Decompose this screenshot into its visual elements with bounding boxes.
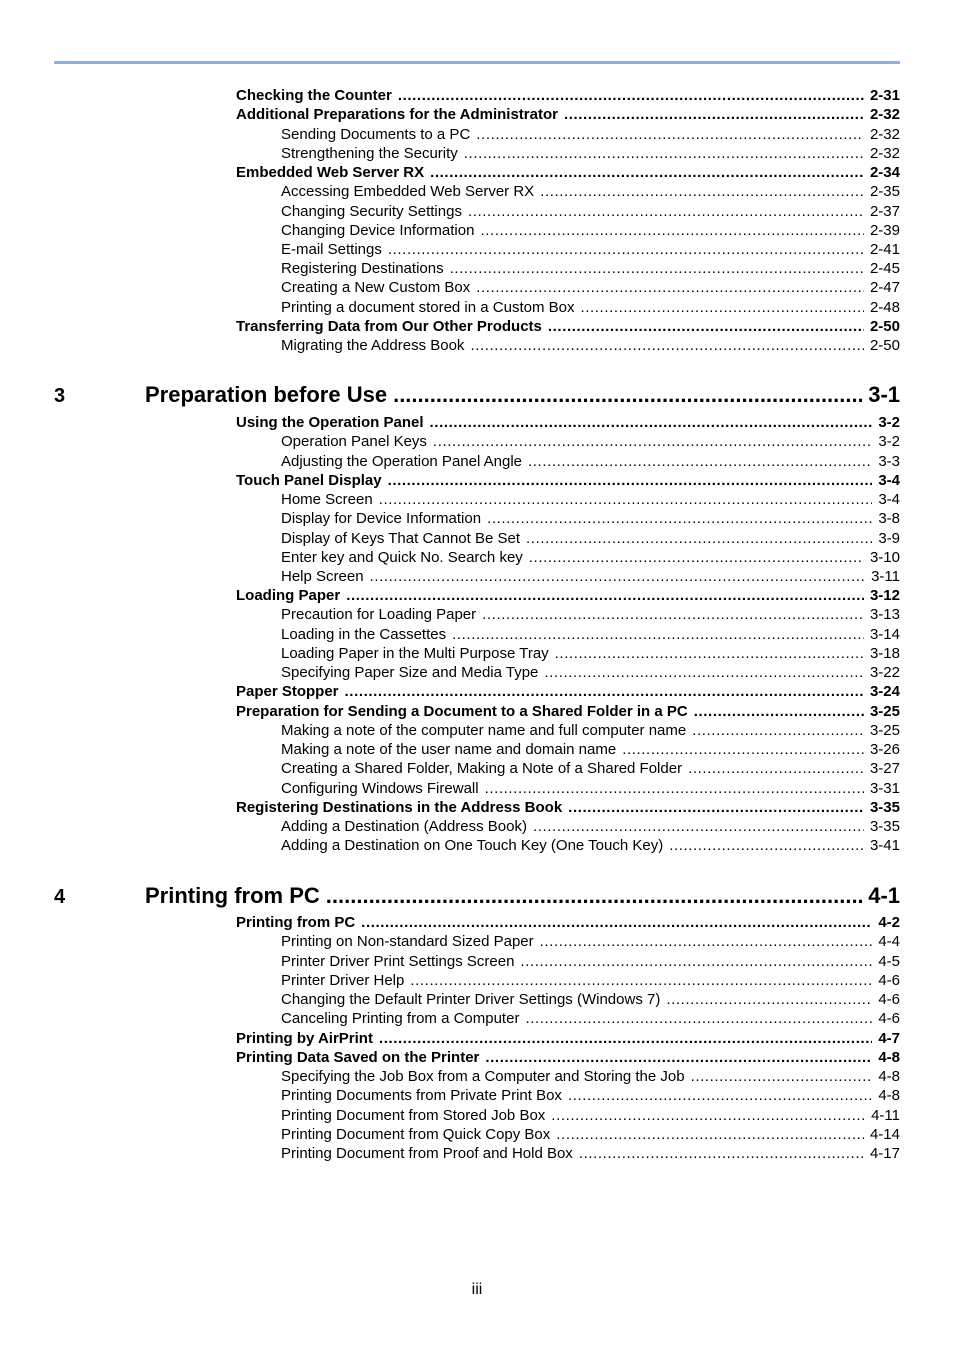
- entry-title: Using the Operation Panel: [236, 414, 424, 431]
- entry-title: Precaution for Loading Paper: [281, 606, 477, 623]
- leader-dots: [482, 605, 864, 624]
- toc-subsection-entry[interactable]: [281, 490, 900, 509]
- toc-subsection-entry[interactable]: [281, 625, 900, 644]
- leader-dots: [464, 144, 864, 163]
- chapter-title: Printing from PC: [145, 883, 320, 908]
- toc-subsection-entry[interactable]: [281, 740, 900, 759]
- entry-page: 3-3: [878, 453, 900, 470]
- entry-title: Strengthening the Security: [281, 145, 458, 162]
- leader-dots: [379, 1029, 872, 1048]
- entry-page: 2-32: [869, 126, 900, 143]
- entry-page: 3-8: [878, 510, 900, 527]
- leader-dots: [540, 932, 873, 951]
- entry-page: 3-2: [878, 414, 900, 431]
- toc-subsection-entry[interactable]: [281, 259, 900, 278]
- entry-page: 3-25: [869, 703, 900, 720]
- entry-title: Loading in the Cassettes: [281, 626, 447, 643]
- chapter-page: 4-1: [868, 883, 900, 908]
- toc-subsection-entry[interactable]: [281, 1144, 900, 1163]
- entry-title: Printing Document from Quick Copy Box: [281, 1126, 551, 1143]
- entry-title: Making a note of the user name and domain name: [281, 741, 617, 758]
- entry-title: Specifying Paper Size and Media Type: [281, 664, 539, 681]
- toc-section-entry[interactable]: [236, 798, 900, 817]
- entry-page: 3-18: [869, 645, 900, 662]
- toc-subsection-entry[interactable]: [281, 759, 900, 778]
- toc-subsection-entry[interactable]: [281, 567, 900, 586]
- leader-dots: [540, 182, 864, 201]
- toc-section-entry[interactable]: [236, 1048, 900, 1067]
- header-rule: [54, 61, 900, 64]
- entry-title: Home Screen: [281, 491, 373, 508]
- entry-page: 3-4: [878, 472, 900, 489]
- entry-title: Printing on Non-standard Sized Paper: [281, 933, 534, 950]
- entry-page: 3-35: [869, 818, 900, 835]
- entry-title: Adding a Destination on One Touch Key (One Touch Key): [281, 837, 664, 854]
- leader-dots: [468, 202, 864, 221]
- toc-subsection-entry[interactable]: [281, 605, 900, 624]
- leader-dots: [579, 1144, 864, 1163]
- chapter-4-heading[interactable]: [54, 881, 900, 911]
- leader-dots: [520, 952, 872, 971]
- leader-dots: [345, 682, 864, 701]
- toc-subsection-entry[interactable]: [281, 1086, 900, 1105]
- toc-subsection-entry[interactable]: [281, 336, 900, 355]
- entry-page: 3-35: [869, 799, 900, 816]
- entry-title: Enter key and Quick No. Search key: [281, 549, 523, 566]
- entry-page: 3-4: [878, 491, 900, 508]
- entry-title: Display of Keys That Cannot Be Set: [281, 530, 521, 547]
- toc-section-entry[interactable]: [236, 86, 900, 105]
- toc-subsection-entry[interactable]: [281, 663, 900, 682]
- entry-title: Printing Document from Stored Job Box: [281, 1107, 546, 1124]
- entry-title: Adding a Destination (Address Book): [281, 818, 527, 835]
- leader-dots: [370, 567, 866, 586]
- toc-section-entry[interactable]: [236, 1029, 900, 1048]
- entry-page: 3-24: [869, 683, 900, 700]
- toc-subsection-entry[interactable]: [281, 644, 900, 663]
- leader-dots: [692, 721, 864, 740]
- chapter-3-heading[interactable]: [54, 380, 900, 410]
- entry-page: 3-41: [869, 837, 900, 854]
- chapter-number: 4: [54, 886, 66, 908]
- entry-title: Creating a Shared Folder, Making a Note of a Shared Folder: [281, 760, 683, 777]
- toc-section-entry[interactable]: [236, 317, 900, 336]
- entry-title: Making a note of the computer name and full computer name: [281, 722, 687, 739]
- toc-subsection-entry[interactable]: [281, 548, 900, 567]
- leader-dots: [548, 317, 864, 336]
- entry-title: Specifying the Job Box from a Computer and Storing the Job: [281, 1068, 685, 1085]
- toc-subsection-entry[interactable]: [281, 721, 900, 740]
- entry-page: 4-8: [878, 1049, 900, 1066]
- entry-page: 2-39: [869, 222, 900, 239]
- toc-section-entry[interactable]: [236, 586, 900, 605]
- entry-page: 2-35: [869, 183, 900, 200]
- entry-title: Migrating the Address Book: [281, 337, 465, 354]
- entry-title: Accessing Embedded Web Server RX: [281, 183, 535, 200]
- toc-subsection-entry[interactable]: [281, 952, 900, 971]
- leader-dots: [526, 529, 872, 548]
- entry-page: 2-50: [869, 337, 900, 354]
- leader-dots: [568, 798, 864, 817]
- leader-dots: [555, 644, 864, 663]
- entry-page: 4-5: [878, 953, 900, 970]
- entry-page: 3-14: [869, 626, 900, 643]
- entry-title: Registering Destinations: [281, 260, 444, 277]
- entry-title: Help Screen: [281, 568, 364, 585]
- toc-subsection-entry[interactable]: [281, 202, 900, 221]
- toc-subsection-entry[interactable]: [281, 1067, 900, 1086]
- entry-page: 3-31: [869, 780, 900, 797]
- entry-title: E-mail Settings: [281, 241, 382, 258]
- entry-page: 2-31: [869, 87, 900, 104]
- chapter-page: 3-1: [868, 382, 900, 407]
- toc-subsection-entry[interactable]: [281, 529, 900, 548]
- leader-dots: [393, 380, 862, 410]
- entry-page: 3-22: [869, 664, 900, 681]
- leader-dots: [480, 221, 864, 240]
- toc-subsection-entry[interactable]: [281, 509, 900, 528]
- entry-title: Embedded Web Server RX: [236, 164, 425, 181]
- entry-page: 4-11: [871, 1107, 900, 1124]
- entry-page: 3-11: [871, 568, 900, 585]
- leader-dots: [544, 663, 864, 682]
- toc-subsection-entry[interactable]: [281, 125, 900, 144]
- entry-page: 2-37: [869, 203, 900, 220]
- leader-dots: [430, 413, 873, 432]
- entry-page: 4-2: [878, 914, 900, 931]
- leader-dots: [452, 625, 864, 644]
- toc-section-entry[interactable]: [236, 682, 900, 701]
- entry-title: Printing Data Saved on the Printer: [236, 1049, 480, 1066]
- toc-subsection-entry[interactable]: [281, 932, 900, 951]
- entry-title: Printing by AirPrint: [236, 1030, 373, 1047]
- entry-title: Changing Security Settings: [281, 203, 462, 220]
- leader-dots: [556, 1125, 864, 1144]
- leader-dots: [476, 278, 864, 297]
- entry-title: Touch Panel Display: [236, 472, 382, 489]
- leader-dots: [398, 86, 864, 105]
- entry-title: Changing Device Information: [281, 222, 475, 239]
- entry-page: 2-41: [869, 241, 900, 258]
- leader-dots: [326, 881, 862, 911]
- entry-page: 4-6: [878, 991, 900, 1008]
- leader-dots: [580, 298, 863, 317]
- toc-subsection-entry[interactable]: [281, 182, 900, 201]
- entry-title: Additional Preparations for the Administrator: [236, 106, 558, 123]
- toc-subsection-entry[interactable]: [281, 990, 900, 1009]
- entry-title: Creating a New Custom Box: [281, 279, 471, 296]
- leader-dots: [476, 125, 864, 144]
- entry-title: Operation Panel Keys: [281, 433, 427, 450]
- leader-dots: [346, 586, 864, 605]
- leader-dots: [388, 240, 864, 259]
- entry-title: Printing Document from Proof and Hold Box: [281, 1145, 573, 1162]
- entry-page: 2-48: [869, 299, 900, 316]
- entry-title: Preparation for Sending a Document to a Shared Folder in a PC: [236, 703, 688, 720]
- leader-dots: [450, 259, 864, 278]
- leader-dots: [470, 336, 864, 355]
- entry-page: 4-7: [878, 1030, 900, 1047]
- toc-subsection-entry[interactable]: [281, 817, 900, 836]
- entry-page: 2-32: [869, 106, 900, 123]
- leader-dots: [568, 1086, 872, 1105]
- entry-page: 4-8: [878, 1068, 900, 1085]
- leader-dots: [430, 163, 864, 182]
- leader-dots: [433, 432, 872, 451]
- entry-page: 4-4: [878, 933, 900, 950]
- toc-subsection-entry[interactable]: [281, 1125, 900, 1144]
- leader-dots: [669, 836, 864, 855]
- entry-page: 2-32: [869, 145, 900, 162]
- toc-subsection-entry[interactable]: [281, 971, 900, 990]
- entry-page: 3-12: [869, 587, 900, 604]
- leader-dots: [485, 779, 864, 798]
- leader-dots: [691, 1067, 873, 1086]
- entry-page: 4-17: [869, 1145, 900, 1162]
- toc-section-entry[interactable]: [236, 471, 900, 490]
- entry-title: Adjusting the Operation Panel Angle: [281, 453, 523, 470]
- toc-section-entry[interactable]: [236, 163, 900, 182]
- entry-title: Loading Paper: [236, 587, 341, 604]
- entry-title: Transferring Data from Our Other Products: [236, 318, 542, 335]
- entry-page: 3-25: [869, 722, 900, 739]
- leader-dots: [525, 1009, 872, 1028]
- leader-dots: [361, 913, 872, 932]
- entry-page: 3-26: [869, 741, 900, 758]
- leader-dots: [487, 509, 872, 528]
- entry-title: Registering Destinations in the Address Book: [236, 799, 563, 816]
- chapter-number: 3: [54, 385, 66, 407]
- toc-subsection-entry[interactable]: [281, 278, 900, 297]
- toc-subsection-entry[interactable]: [281, 779, 900, 798]
- entry-page: 2-47: [869, 279, 900, 296]
- toc-subsection-entry[interactable]: [281, 452, 900, 471]
- entry-page: 2-34: [869, 164, 900, 181]
- entry-title: Printing a document stored in a Custom Box: [281, 299, 575, 316]
- entry-title: Printing from PC: [236, 914, 356, 931]
- toc-section-entry[interactable]: [236, 413, 900, 432]
- entry-title: Loading Paper in the Multi Purpose Tray: [281, 645, 549, 662]
- leader-dots: [688, 759, 864, 778]
- entry-page: 4-14: [869, 1126, 900, 1143]
- toc-subsection-entry[interactable]: [281, 144, 900, 163]
- entry-title: Checking the Counter: [236, 87, 392, 104]
- leader-dots: [379, 490, 873, 509]
- leader-dots: [551, 1106, 865, 1125]
- leader-dots: [564, 105, 864, 124]
- toc-section-entry[interactable]: [236, 702, 900, 721]
- toc-subsection-entry[interactable]: [281, 1106, 900, 1125]
- chapter-title: Preparation before Use: [145, 382, 388, 407]
- leader-dots: [694, 702, 864, 721]
- entry-title: Changing the Default Printer Driver Settings (Windows 7): [281, 991, 661, 1008]
- entry-page: 2-45: [869, 260, 900, 277]
- entry-page: 3-13: [869, 606, 900, 623]
- entry-title: Printer Driver Print Settings Screen: [281, 953, 515, 970]
- toc-section-entry[interactable]: [236, 913, 900, 932]
- entry-page: 3-2: [878, 433, 900, 450]
- toc-subsection-entry[interactable]: [281, 432, 900, 451]
- leader-dots: [533, 817, 864, 836]
- toc-subsection-entry[interactable]: [281, 298, 900, 317]
- toc-subsection-entry[interactable]: [281, 1009, 900, 1028]
- entry-title: Display for Device Information: [281, 510, 482, 527]
- entry-title: Sending Documents to a PC: [281, 126, 471, 143]
- entry-page: 2-50: [869, 318, 900, 335]
- toc-subsection-entry[interactable]: [281, 836, 900, 855]
- leader-dots: [485, 1048, 872, 1067]
- toc-subsection-entry[interactable]: [281, 240, 900, 259]
- leader-dots: [529, 548, 864, 567]
- leader-dots: [388, 471, 873, 490]
- entry-page: 4-6: [878, 972, 900, 989]
- entry-page: 3-27: [869, 760, 900, 777]
- entry-page: 3-9: [878, 530, 900, 547]
- entry-title: Printer Driver Help: [281, 972, 405, 989]
- entry-page: 3-10: [869, 549, 900, 566]
- entry-title: Printing Documents from Private Print Box: [281, 1087, 562, 1104]
- toc-section-entry[interactable]: [236, 105, 900, 124]
- entry-title: Configuring Windows Firewall: [281, 780, 479, 797]
- leader-dots: [528, 452, 872, 471]
- entry-title: Canceling Printing from a Computer: [281, 1010, 520, 1027]
- entry-title: Paper Stopper: [236, 683, 339, 700]
- entry-page: 4-8: [878, 1087, 900, 1104]
- page-number: iii: [471, 1281, 483, 1298]
- toc-subsection-entry[interactable]: [281, 221, 900, 240]
- leader-dots: [622, 740, 864, 759]
- leader-dots: [410, 971, 872, 990]
- entry-page: 4-6: [878, 1010, 900, 1027]
- leader-dots: [666, 990, 872, 1009]
